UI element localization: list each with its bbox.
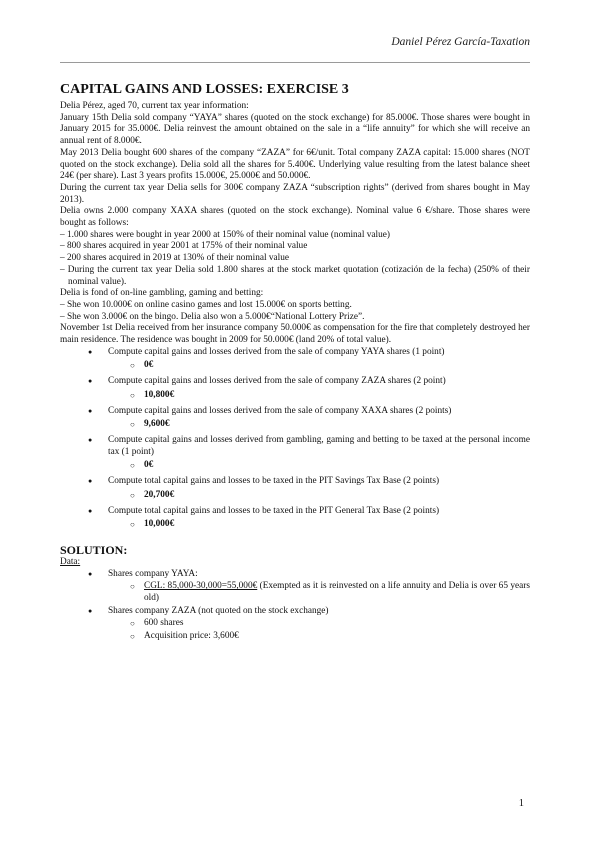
document-body [60,82,530,644]
exercise-title: CAPITAL GAINS AND LOSSES: EXERCISE 3 [60,82,349,97]
question-text: Compute capital gains and losses derived from the sale of company ZAZA shares (2 point) [108,376,446,387]
question-answer: ○ 9,600€ [60,419,530,431]
question-item [60,376,530,388]
subscription-rights-paragraph: During the current tax year Delia sells for 300€ company ZAZA “subscription rights” (derived from shares bought in May 2013). [60,182,530,205]
question-text: Compute capital gains and losses derived from the sale of company YAYA shares (1 point) [108,346,445,357]
question-text: Compute capital gains and losses derived from gambling, gaming and betting to be taxed at the personal income tax (1 point) [108,434,530,457]
question-item [60,506,530,518]
gambling-item: – She won 3.000€ on the bingo. Delia also won a 5.000€“National Lottery Prize”. [60,311,365,322]
solution-list [60,569,530,643]
gambling-item: – She won 10.000€ on online casino games and lost 15.000€ on sports betting. [60,299,352,310]
gambling-intro: Delia is fond of on-line gambling, gaming and betting: [60,288,264,299]
xaxa-lot: – 200 shares acquired in 2019 at 130% of their nominal value [60,253,290,264]
question-answer: ○ 0€ [60,460,530,472]
question-item [60,406,530,418]
question-item [60,476,530,488]
insurance-paragraph: November 1st Delia received from her insurance company 50.000€ as compensation for the fire that completely destroyed her main residence. The residence was bought in 2009 for 50.000€ (land 20% of total value). [60,323,530,346]
solution-heading: SOLUTION: [60,542,128,557]
solution-item-zaza [60,606,530,618]
intro-paragraph: Delia Pérez, aged 70, current tax year information: [60,101,249,111]
question-text: Compute total capital gains and losses to be taxed in the PIT Savings Tax Base (2 points) [108,476,440,487]
zaza-detail: ○ Acquisition price: 3,600€ [60,631,530,643]
xaxa-lot: – 1.000 shares were bought in year 2000 at 150% of their nominal value (nominal value) [60,229,390,240]
question-answer: ○ 20,700€ [60,490,530,502]
page-number: 1 [518,798,524,809]
question-item [60,347,530,359]
xaxa-paragraph: Delia owns 2.000 company XAXA shares (quoted on the stock exchange). Nominal value 6 €/share. Those shares were bought as follows: [60,206,530,229]
data-label: Data: [60,556,81,567]
zaza-detail: ○ 600 shares [60,618,530,630]
yaya-cgl-formula: CGL: 85,000-30,000=55,000€ [144,581,258,592]
questions-list [60,347,530,531]
xaxa-lot: – During the current tax year Delia sold 1.800 shares at the stock market quotation (cotización de la fecha) (250% of their nominal value). [60,264,530,287]
zaza-paragraph: May 2013 Delia bought 600 shares of the company “ZAZA” for 6€/unit. Total company ZAZA capital: 15.000 shares (NOT quoted on the stock exchange). Delia sold all the shares for 5.400€. Underlying value resulting from the latest balance sheet 24€ (per share). Last 3 years profits 15.000€, 25.000€ and 50.000€. [60,147,530,182]
question-item [60,435,530,458]
xaxa-lot: – 800 shares acquired in year 2001 at 175% of their nominal value [60,241,308,252]
zaza-label: Shares company ZAZA (not quoted on the stock exchange) [108,605,329,616]
question-answer: ○ 0€ [60,360,530,372]
yaya-cgl-note: (Exempted as it is reinvested on a life annuity and Delia is over 65 years old) [144,581,530,604]
question-answer: ○ 10,800€ [60,390,530,402]
yaya-label: Shares company YAYA: [108,568,198,579]
question-answer: ○ 10,000€ [60,519,530,531]
page-header: Daniel Pérez García-Taxation [60,36,530,63]
yaya-paragraph: January 15th Delia sold company “YAYA” shares (quoted on the stock exchange) for 85.000€. Those shares were bought in January 2015 for 35.000€. Delia reinvest the amount obtained on the sale in a “life annuity” for which she will receive an annual rent of 8.000€. [60,112,530,147]
question-text: Compute capital gains and losses derived from the sale of company XAXA shares (2 points) [108,405,452,416]
yaya-cgl [60,581,530,604]
solution-item-yaya [60,569,530,581]
question-text: Compute total capital gains and losses to be taxed in the PIT General Tax Base (2 points) [108,505,440,516]
